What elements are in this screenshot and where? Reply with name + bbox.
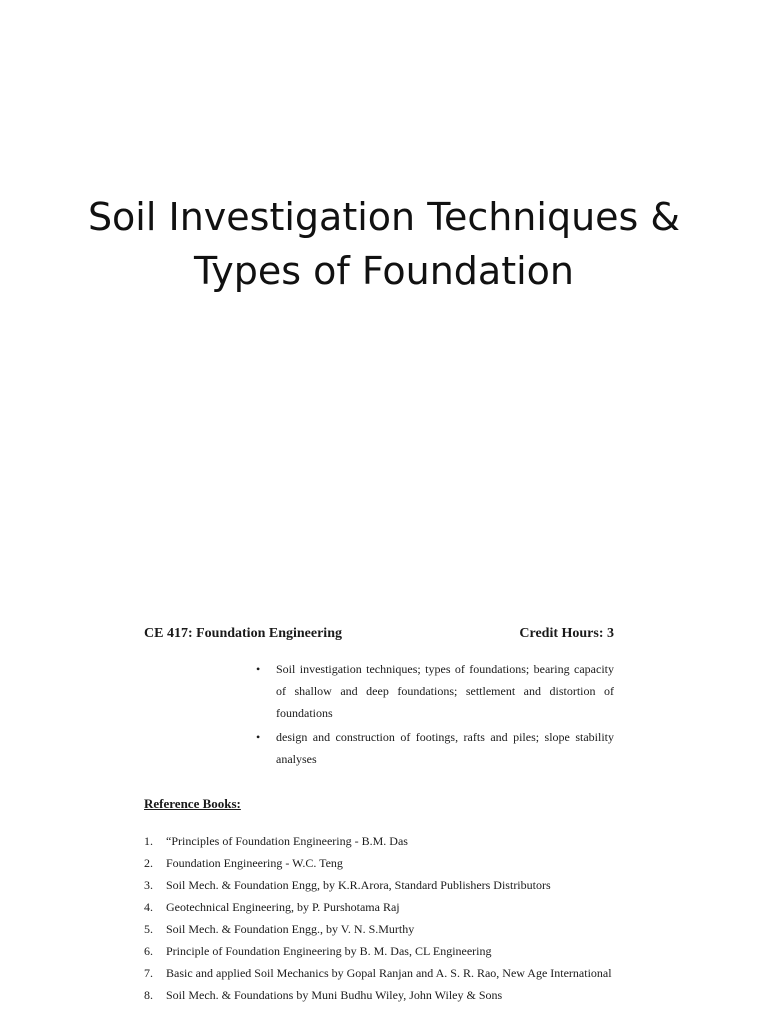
reference-item [144,984,614,1006]
reference-text: Principle of Foundation Engineering by B. M. Das, CL Engineering [166,944,492,958]
reference-item [144,874,614,896]
reference-text: Basic and applied Soil Mechanics by Gopal Ranjan and A. S. R. Rao, New Age International [166,966,612,980]
title-line-1: Soil Investigation Techniques & [87,195,681,239]
reference-heading: Reference Books: [144,796,241,811]
page-title [0,190,768,298]
reference-text: Geotechnical Engineering, by P. Purshotama Raj [166,900,400,914]
reference-item [144,940,614,962]
course-topics [256,658,614,770]
reference-text: Soil Mech. & Foundation Engg., by V. N. S.Murthy [166,922,415,936]
reference-number: 4. [144,900,153,914]
reference-number: 1. [144,834,153,848]
reference-number: 6. [144,944,153,958]
reference-list [144,830,614,1006]
topic-item: • Soil investigation techniques; types of foundations; bearing capacity of shallow and deep foundations; settlement and distortion of foundations [256,658,614,724]
reference-item [144,896,614,918]
reference-number: 3. [144,878,153,892]
reference-item [144,830,614,852]
reference-item [144,852,614,874]
reference-text: Soil Mech. & Foundations by Muni Budhu Wiley, John Wiley & Sons [166,988,503,1002]
course-code-title: CE 417: Foundation Engineering [144,626,342,641]
reference-number: 8. [144,988,153,1002]
reference-text: Foundation Engineering - W.C. Teng [166,856,343,870]
reference-number: 5. [144,922,153,936]
reference-item [144,918,614,940]
topic-item: • design and construction of footings, rafts and piles; slope stability analyses [256,726,614,770]
course-header [144,626,614,642]
reference-text: Soil Mech. & Foundation Engg, by K.R.Arora, Standard Publishers Distributors [166,878,551,892]
credit-hours: Credit Hours: 3 [519,626,614,641]
course-outline-scan [144,626,614,1006]
reference-item [144,962,614,984]
reference-number: 7. [144,966,153,980]
title-line-2: Types of Foundation [194,249,574,293]
reference-text: “Principles of Foundation Engineering - B.M. Das [166,834,408,848]
reference-number: 2. [144,856,153,870]
